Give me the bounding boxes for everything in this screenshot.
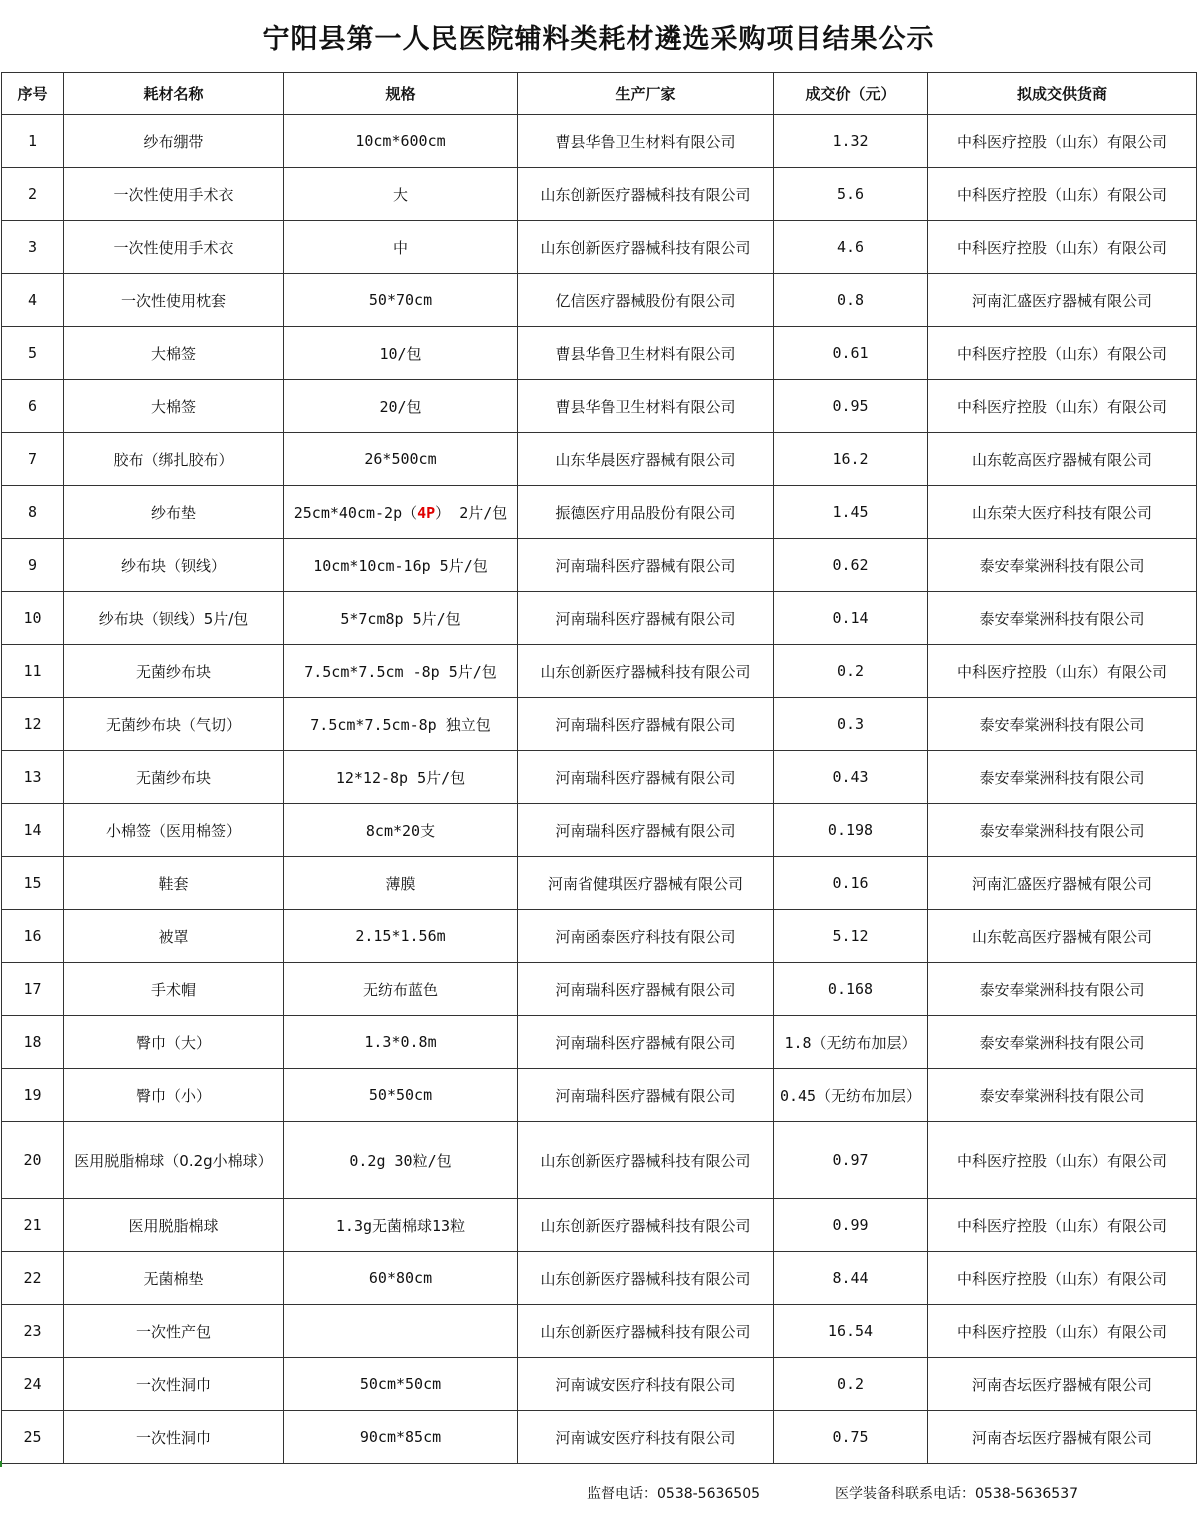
col-header-maker: 生产厂家 <box>518 73 774 115</box>
col-header-spec: 规格 <box>284 73 518 115</box>
cell-maker: 河南瑞科医疗器械有限公司 <box>518 804 774 857</box>
cell-supplier: 泰安奉棠洲科技有限公司 <box>928 592 1197 645</box>
cell-maker: 河南瑞科医疗器械有限公司 <box>518 751 774 804</box>
table-row <box>2 327 1197 380</box>
cell-supplier: 中科医疗控股（山东）有限公司 <box>928 327 1197 380</box>
table-row <box>2 539 1197 592</box>
table-row <box>2 698 1197 751</box>
cell-no: 24 <box>2 1358 64 1411</box>
cell-price: 0.43 <box>774 751 928 804</box>
cell-spec <box>284 1305 518 1358</box>
table-row <box>2 380 1197 433</box>
supervision-phone: 监督电话：0538-5636505 <box>587 1486 761 1502</box>
cell-price: 0.8 <box>774 274 928 327</box>
table-row <box>2 1016 1197 1069</box>
col-header-price: 成交价（元） <box>774 73 928 115</box>
table-row <box>2 433 1197 486</box>
cell-spec: 5*7cm8p 5片/包 <box>284 592 518 645</box>
cell-no: 13 <box>2 751 64 804</box>
cell-price: 4.6 <box>774 221 928 274</box>
cell-name: 纱布块（钡线） <box>64 539 284 592</box>
cell-maker: 曹县华鲁卫生材料有限公司 <box>518 115 774 168</box>
page-title: 宁阳县第一人民医院辅料类耗材遴选采购项目结果公示 <box>262 23 935 55</box>
cell-no: 4 <box>2 274 64 327</box>
cell-maker: 山东创新医疗器械科技有限公司 <box>518 1305 774 1358</box>
cell-name: 鞋套 <box>64 857 284 910</box>
table-header-row <box>2 73 1197 115</box>
cell-maker: 河南诚安医疗科技有限公司 <box>518 1358 774 1411</box>
cell-maker: 河南瑞科医疗器械有限公司 <box>518 698 774 751</box>
table-row <box>2 1411 1197 1464</box>
cell-supplier: 中科医疗控股（山东）有限公司 <box>928 380 1197 433</box>
table-row <box>2 1305 1197 1358</box>
cell-price: 0.16 <box>774 857 928 910</box>
cell-no: 3 <box>2 221 64 274</box>
cell-spec: 0.2g 30粒/包 <box>284 1122 518 1199</box>
cell-spec: 薄膜 <box>284 857 518 910</box>
cell-name: 无菌纱布块（气切） <box>64 698 284 751</box>
cell-no: 10 <box>2 592 64 645</box>
cell-no: 9 <box>2 539 64 592</box>
cell-no: 7 <box>2 433 64 486</box>
cell-name: 纱布绷带 <box>64 115 284 168</box>
table-row <box>2 221 1197 274</box>
table-row <box>2 857 1197 910</box>
cell-spec: 10cm*10cm-16p 5片/包 <box>284 539 518 592</box>
table-body <box>2 115 1197 1464</box>
cell-supplier: 中科医疗控股（山东）有限公司 <box>928 1305 1197 1358</box>
cell-price: 1.45 <box>774 486 928 539</box>
cell-supplier: 河南杏坛医疗器械有限公司 <box>928 1358 1197 1411</box>
table-row <box>2 1358 1197 1411</box>
cell-spec: 10/包 <box>284 327 518 380</box>
cell-price: 0.75 <box>774 1411 928 1464</box>
cell-no: 15 <box>2 857 64 910</box>
table-row <box>2 963 1197 1016</box>
cell-price: 0.61 <box>774 327 928 380</box>
cell-name: 被罩 <box>64 910 284 963</box>
table-row <box>2 751 1197 804</box>
cell-spec <box>284 486 518 539</box>
cell-supplier: 泰安奉棠洲科技有限公司 <box>928 963 1197 1016</box>
cell-price: 16.54 <box>774 1305 928 1358</box>
cell-price: 16.2 <box>774 433 928 486</box>
table-row <box>2 274 1197 327</box>
cell-supplier: 河南杏坛医疗器械有限公司 <box>928 1411 1197 1464</box>
cell-supplier: 山东荣大医疗科技有限公司 <box>928 486 1197 539</box>
footer <box>0 1479 1197 1507</box>
cell-supplier: 泰安奉棠洲科技有限公司 <box>928 698 1197 751</box>
table-row <box>2 910 1197 963</box>
table-row <box>2 1199 1197 1252</box>
cell-price: 0.62 <box>774 539 928 592</box>
cell-supplier: 泰安奉棠洲科技有限公司 <box>928 1016 1197 1069</box>
cell-spec: 60*80cm <box>284 1252 518 1305</box>
cell-no: 8 <box>2 486 64 539</box>
cell-price: 0.2 <box>774 1358 928 1411</box>
cell-supplier: 泰安奉棠洲科技有限公司 <box>928 804 1197 857</box>
cell-name: 手术帽 <box>64 963 284 1016</box>
cell-price: 1.8（无纺布加层） <box>774 1016 928 1069</box>
cell-supplier: 中科医疗控股（山东）有限公司 <box>928 1252 1197 1305</box>
cell-price: 1.32 <box>774 115 928 168</box>
spec-highlight: 4P <box>417 503 436 522</box>
cell-maker: 山东华晨医疗器械有限公司 <box>518 433 774 486</box>
col-header-supplier: 拟成交供货商 <box>928 73 1197 115</box>
cell-maker: 河南诚安医疗科技有限公司 <box>518 1411 774 1464</box>
cell-no: 6 <box>2 380 64 433</box>
cell-supplier: 泰安奉棠洲科技有限公司 <box>928 751 1197 804</box>
cell-name: 臀巾（小） <box>64 1069 284 1122</box>
cell-no: 17 <box>2 963 64 1016</box>
cell-spec: 12*12-8p 5片/包 <box>284 751 518 804</box>
cell-maker: 河南省健琪医疗器械有限公司 <box>518 857 774 910</box>
table-row <box>2 1069 1197 1122</box>
corner-mark <box>0 1461 8 1467</box>
cell-supplier: 中科医疗控股（山东）有限公司 <box>928 221 1197 274</box>
cell-supplier: 山东乾高医疗器械有限公司 <box>928 910 1197 963</box>
cell-maker: 山东创新医疗器械科技有限公司 <box>518 168 774 221</box>
cell-no: 20 <box>2 1122 64 1199</box>
cell-spec: 50*50cm <box>284 1069 518 1122</box>
cell-price: 0.99 <box>774 1199 928 1252</box>
cell-maker: 河南瑞科医疗器械有限公司 <box>518 963 774 1016</box>
cell-maker: 河南瑞科医疗器械有限公司 <box>518 592 774 645</box>
cell-supplier: 中科医疗控股（山东）有限公司 <box>928 168 1197 221</box>
col-header-no: 序号 <box>2 73 64 115</box>
cell-supplier: 山东乾高医疗器械有限公司 <box>928 433 1197 486</box>
cell-spec: 7.5cm*7.5cm-8p 独立包 <box>284 698 518 751</box>
cell-no: 25 <box>2 1411 64 1464</box>
cell-name: 无菌纱布块 <box>64 751 284 804</box>
spec-text-after: ） 2片/包 <box>435 503 508 522</box>
cell-maker: 曹县华鲁卫生材料有限公司 <box>518 327 774 380</box>
cell-price: 0.2 <box>774 645 928 698</box>
cell-no: 19 <box>2 1069 64 1122</box>
cell-price: 0.168 <box>774 963 928 1016</box>
spec-text-before: 25cm*40cm-2p（ <box>293 503 418 522</box>
table-row <box>2 592 1197 645</box>
cell-supplier: 河南汇盛医疗器械有限公司 <box>928 857 1197 910</box>
table-row <box>2 168 1197 221</box>
cell-spec: 大 <box>284 168 518 221</box>
cell-price: 8.44 <box>774 1252 928 1305</box>
cell-spec: 1.3*0.8m <box>284 1016 518 1069</box>
cell-spec: 50*70cm <box>284 274 518 327</box>
cell-spec: 90cm*85cm <box>284 1411 518 1464</box>
cell-supplier: 中科医疗控股（山东）有限公司 <box>928 1199 1197 1252</box>
cell-name: 医用脱脂棉球 <box>64 1199 284 1252</box>
cell-no: 12 <box>2 698 64 751</box>
cell-maker: 振德医疗用品股份有限公司 <box>518 486 774 539</box>
cell-spec: 中 <box>284 221 518 274</box>
cell-price: 0.14 <box>774 592 928 645</box>
cell-maker: 山东创新医疗器械科技有限公司 <box>518 1199 774 1252</box>
cell-maker: 山东创新医疗器械科技有限公司 <box>518 1122 774 1199</box>
cell-name: 一次性洞巾 <box>64 1411 284 1464</box>
cell-supplier: 河南汇盛医疗器械有限公司 <box>928 274 1197 327</box>
cell-price: 0.198 <box>774 804 928 857</box>
cell-price: 0.45（无纺布加层） <box>774 1069 928 1122</box>
cell-name: 医用脱脂棉球（0.2g小棉球） <box>64 1122 284 1199</box>
cell-no: 23 <box>2 1305 64 1358</box>
cell-spec: 2.15*1.56m <box>284 910 518 963</box>
cell-no: 14 <box>2 804 64 857</box>
cell-supplier: 泰安奉棠洲科技有限公司 <box>928 539 1197 592</box>
cell-maker: 山东创新医疗器械科技有限公司 <box>518 221 774 274</box>
cell-name: 大棉签 <box>64 380 284 433</box>
cell-maker: 曹县华鲁卫生材料有限公司 <box>518 380 774 433</box>
cell-no: 16 <box>2 910 64 963</box>
equipment-dept-phone: 医学装备科联系电话：0538-5636537 <box>835 1486 1079 1502</box>
table-row <box>2 645 1197 698</box>
cell-name: 大棉签 <box>64 327 284 380</box>
cell-name: 无菌棉垫 <box>64 1252 284 1305</box>
cell-price: 5.12 <box>774 910 928 963</box>
cell-spec: 7.5cm*7.5cm -8p 5片/包 <box>284 645 518 698</box>
cell-no: 22 <box>2 1252 64 1305</box>
cell-maker: 亿信医疗器械股份有限公司 <box>518 274 774 327</box>
cell-name: 臀巾（大） <box>64 1016 284 1069</box>
cell-maker: 河南瑞科医疗器械有限公司 <box>518 539 774 592</box>
cell-price: 0.97 <box>774 1122 928 1199</box>
cell-name: 纱布块（钡线）5片/包 <box>64 592 284 645</box>
cell-supplier: 中科医疗控股（山东）有限公司 <box>928 115 1197 168</box>
cell-supplier: 中科医疗控股（山东）有限公司 <box>928 645 1197 698</box>
cell-name: 一次性使用手术衣 <box>64 221 284 274</box>
cell-spec: 8cm*20支 <box>284 804 518 857</box>
table-row <box>2 1252 1197 1305</box>
cell-maker: 山东创新医疗器械科技有限公司 <box>518 645 774 698</box>
cell-no: 11 <box>2 645 64 698</box>
cell-no: 5 <box>2 327 64 380</box>
cell-name: 纱布垫 <box>64 486 284 539</box>
cell-price: 0.3 <box>774 698 928 751</box>
cell-maker: 河南瑞科医疗器械有限公司 <box>518 1016 774 1069</box>
cell-no: 18 <box>2 1016 64 1069</box>
cell-price: 5.6 <box>774 168 928 221</box>
cell-supplier: 泰安奉棠洲科技有限公司 <box>928 1069 1197 1122</box>
table-row <box>2 1122 1197 1199</box>
cell-spec: 1.3g无菌棉球13粒 <box>284 1199 518 1252</box>
cell-name: 一次性使用枕套 <box>64 274 284 327</box>
cell-no: 21 <box>2 1199 64 1252</box>
cell-maker: 河南函泰医疗科技有限公司 <box>518 910 774 963</box>
cell-name: 一次性使用手术衣 <box>64 168 284 221</box>
cell-no: 1 <box>2 115 64 168</box>
col-header-name: 耗材名称 <box>64 73 284 115</box>
cell-name: 一次性产包 <box>64 1305 284 1358</box>
cell-spec: 10cm*600cm <box>284 115 518 168</box>
table-row <box>2 115 1197 168</box>
cell-maker: 山东创新医疗器械科技有限公司 <box>518 1252 774 1305</box>
cell-name: 一次性洞巾 <box>64 1358 284 1411</box>
cell-no: 2 <box>2 168 64 221</box>
table-row <box>2 486 1197 539</box>
cell-spec: 无纺布蓝色 <box>284 963 518 1016</box>
cell-price: 0.95 <box>774 380 928 433</box>
table-row <box>2 804 1197 857</box>
results-table <box>1 72 1197 1464</box>
cell-spec: 50cm*50cm <box>284 1358 518 1411</box>
cell-spec: 20/包 <box>284 380 518 433</box>
cell-spec: 26*500cm <box>284 433 518 486</box>
cell-name: 无菌纱布块 <box>64 645 284 698</box>
cell-name: 胶布（绑扎胶布） <box>64 433 284 486</box>
cell-supplier: 中科医疗控股（山东）有限公司 <box>928 1122 1197 1199</box>
cell-name: 小棉签（医用棉签） <box>64 804 284 857</box>
cell-maker: 河南瑞科医疗器械有限公司 <box>518 1069 774 1122</box>
